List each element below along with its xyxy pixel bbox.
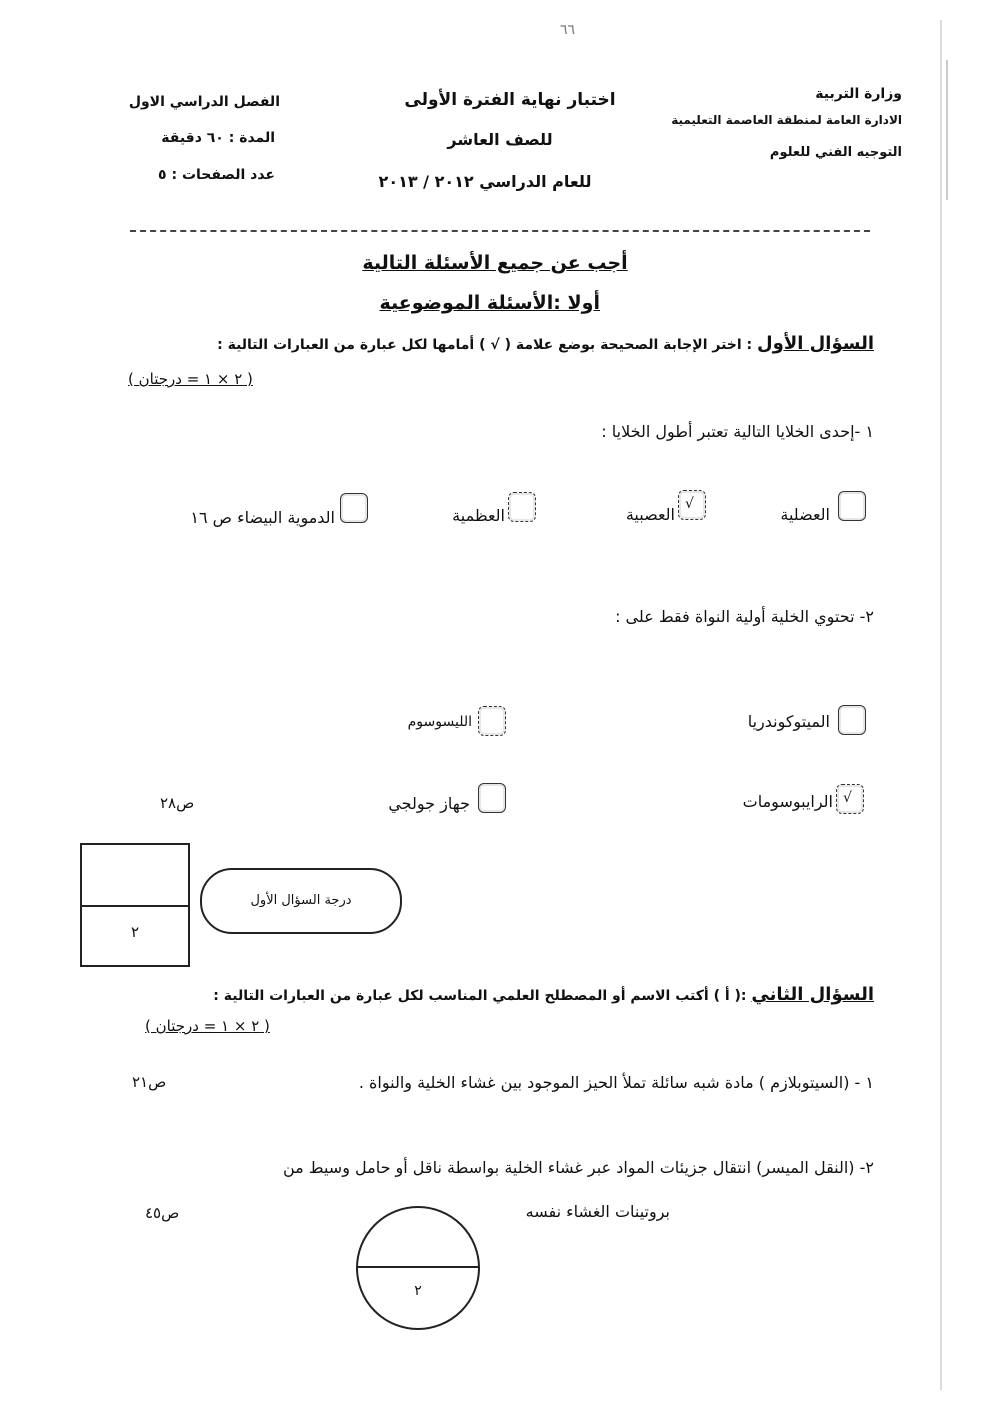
academic-year: للعام الدراسي ٢٠١٢ / ٢٠١٣ [378, 172, 592, 191]
q1-item1-text: ١ -إحدى الخلايا التالية تعتبر أطول الخلايا : [601, 422, 874, 441]
q1-item2-page-ref: ص٢٨ [160, 794, 195, 812]
option-checkbox-lysosome[interactable] [478, 706, 506, 736]
exam-title: اختبار نهاية الفترة الأولى [404, 90, 616, 110]
grade-divider [358, 1266, 478, 1268]
top-mark: ٦٦ [560, 22, 576, 38]
option-ribosomes: الرايبوسومات [742, 792, 833, 811]
option-lysosome: الليسوسوم [407, 714, 472, 730]
option-checkbox-muscle[interactable] [838, 491, 866, 521]
header-divider [130, 230, 870, 232]
semester: الفصل الدراسي الاول [128, 94, 280, 110]
question-one-marks: ( ٢ × ١ = درجتان ) [128, 370, 253, 388]
scan-margin-line [940, 20, 942, 1390]
option-checkbox-mitochondria[interactable] [838, 705, 866, 735]
option-muscle: العضلية [780, 505, 830, 524]
option-checkbox-bone[interactable] [508, 492, 536, 522]
option-checkbox-ribosomes[interactable] [836, 784, 864, 814]
scan-margin-line [946, 60, 948, 200]
check-mark-icon: √ [843, 790, 852, 806]
q2-item1-text: ١ - (السيتوبلازم ) مادة شبه سائلة تملأ الحيز الموجود بين غشاء الخلية والنواة . [358, 1073, 874, 1092]
grade-level: للصف العاشر [447, 130, 553, 149]
option-golgi: جهاز جولجي [388, 794, 470, 813]
question-two-header [114, 984, 874, 1005]
section-one-title: أولا :الأسئلة الموضوعية [379, 292, 600, 314]
question-two-grade-circle [356, 1206, 480, 1330]
option-mitochondria: الميتوكوندريا [747, 712, 830, 731]
directorate-name: الادارة العامة لمنطقة العاصمة التعليمية [671, 113, 902, 127]
q2-item2-page-ref: ص٤٥ [145, 1204, 180, 1222]
check-mark-icon: √ [685, 496, 694, 512]
question-one-instruction: : اختر الإجابة الصحيحة بوضع علامة ( √ ) أمامها لكل عبارة من العبارات التالية : [217, 337, 758, 353]
question-one-grade-box [80, 843, 190, 967]
question-two-instruction: :( أ ) أكتب الاسم أو المصطلح العلمي المناسب لكل عبارة من العبارات التالية : [213, 988, 752, 1004]
question-one-heading: السؤال الأول [757, 333, 874, 354]
question-two-grade-value: ٢ [414, 1283, 422, 1299]
grade-divider [82, 905, 188, 907]
q2-item1-page-ref: ص٢١ [132, 1073, 167, 1091]
question-two-marks: ( ٢ × ١ = درجتان ) [145, 1017, 270, 1035]
option-nerve: العصبية [625, 505, 675, 524]
question-one-grade-value: ٢ [130, 923, 140, 941]
option-bone: العظمية [452, 506, 505, 525]
option-checkbox-white-blood[interactable] [340, 493, 368, 523]
question-one-grade-label: درجة السؤال الأول [200, 868, 402, 934]
option-checkbox-nerve[interactable] [678, 490, 706, 520]
question-two-heading: السؤال الثاني [751, 984, 874, 1005]
ministry-name: وزارة التربية [815, 86, 902, 102]
q2-item2-line1: ٢- (النقل الميسر) انتقال جزيئات المواد عبر غشاء الخلية بواسطة ناقل أو حامل وسيط من [282, 1158, 874, 1177]
option-white-blood: الدموية البيضاء ص ١٦ [190, 508, 335, 527]
q1-item2-text: ٢- تحتوي الخلية أولية النواة فقط على : [615, 607, 874, 626]
duration: المدة : ٦٠ دقيقة [161, 130, 275, 146]
supervision-name: التوجيه الفني للعلوم [769, 145, 902, 160]
page-count: عدد الصفحات : ٥ [158, 167, 275, 183]
general-instructions: أجب عن جميع الأسئلة التالية [362, 252, 628, 274]
question-one-header [114, 333, 874, 354]
q2-item2-line2: بروتينات الغشاء نفسه [525, 1202, 670, 1221]
option-checkbox-golgi[interactable] [478, 783, 506, 813]
